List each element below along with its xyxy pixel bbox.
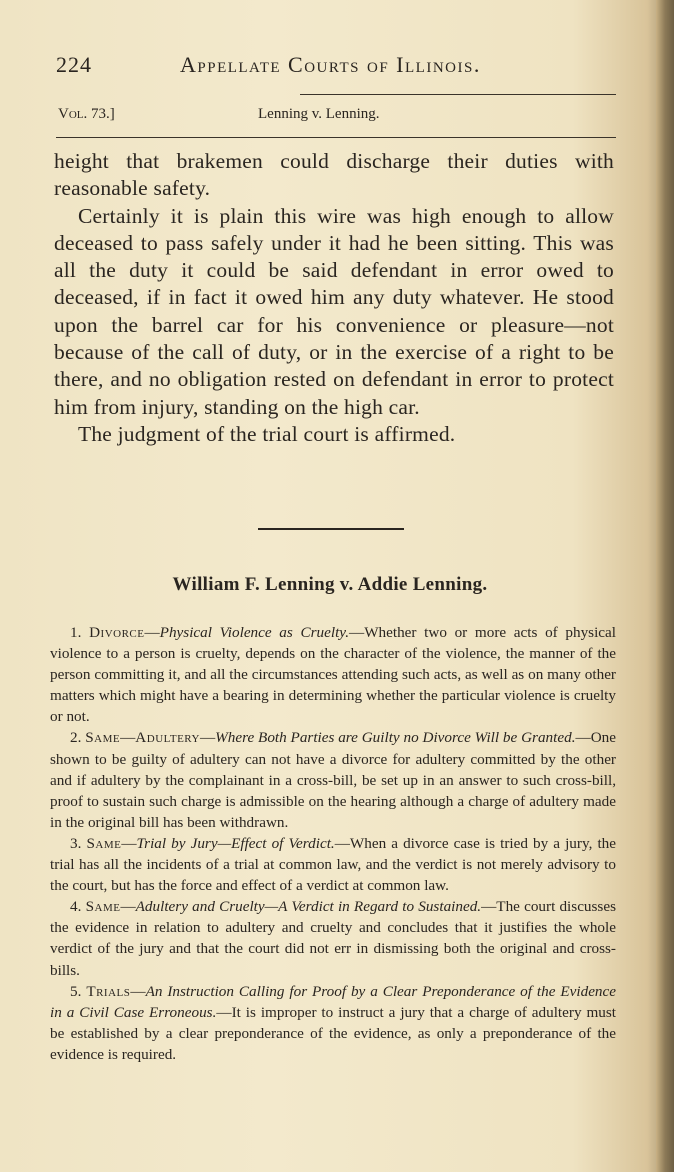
headnote: 5. Trials—An Instruction Calling for Proof by a Clear Preponderance of the Evidence in a Civil Case Erroneous.—It is improper to instruct a jury that a charge of adultery must be established by a clear preponderance of the evidence, as only a preponderance of the evidence is required. [50,982,617,1063]
headnote: 4. Same—Adultery and Cruelty—A Verdict in Regard to Sustained.—The court discusses the evidence in relation to adultery and cruelty and concludes that it justifies the whole verdict of the jury and that the court did not err in dismissing both the original and cross-bills. [50,898,616,979]
section-divider [258,528,404,530]
headnote: 1. Divorce—Physical Violence as Cruelty.—Whether two or more acts of physical violence to a person is cruelty, depends on the character of the violence, the manner of the person committing it, and all the circumstances attending such acts, as well as on many other matters which might have a bearing in determining whether the particular violence is cruelty or not. [50,624,617,726]
header-rule-bottom [56,137,616,138]
opinion-text [54,148,614,448]
case-short-title: Lenning v. Lenning. [258,106,380,122]
header-rule-top [300,94,616,95]
paragraph: The judgment of the trial court is affirmed. [78,421,456,446]
headnotes [50,622,616,1065]
page-edge-shadow [656,0,674,1172]
paragraph: height that brakemen could discharge their duties with reasonable safety. [54,149,614,201]
case-title: William F. Lenning v. Addie Lenning. [172,574,488,595]
headnote: 2. Same—Adultery—Where Both Parties are Guilty no Divorce Will be Granted.—One shown to be guilty of adultery can not have a divorce for adultery committed by the other and if adultery by the complainant in a cross-bill, be set up in an answer to such cross-bill, proof to sustain such charge is admissible on the hearing although a charge of adultery made in the original bill has been withdrawn. [50,729,616,831]
volume-label: Vol. 73.] [58,106,115,122]
page-number: 224 [56,52,92,77]
headnote: 3. Same—Trial by Jury—Effect of Verdict.—When a divorce case is tried by a jury, the trial has all the incidents of a trial at common law, and the verdict is not merely advisory to the court, but has the force and effect of a verdict at common law. [50,834,616,895]
paragraph: Certainly it is plain this wire was high enough to allow deceased to pass safely under it had he been sitting. This was all the duty it could be said defendant in error owed to deceased, if in fact it owed him any duty whatever. He stood upon the barrel car for his convenience or pleasure—not because of the call of duty, or in the exercise of a right to be there, and no obligation rested on defendant in error to protect him from injury, standing on the high car. [54,203,614,419]
running-title: Appellate Courts of Illinois. [180,52,481,77]
